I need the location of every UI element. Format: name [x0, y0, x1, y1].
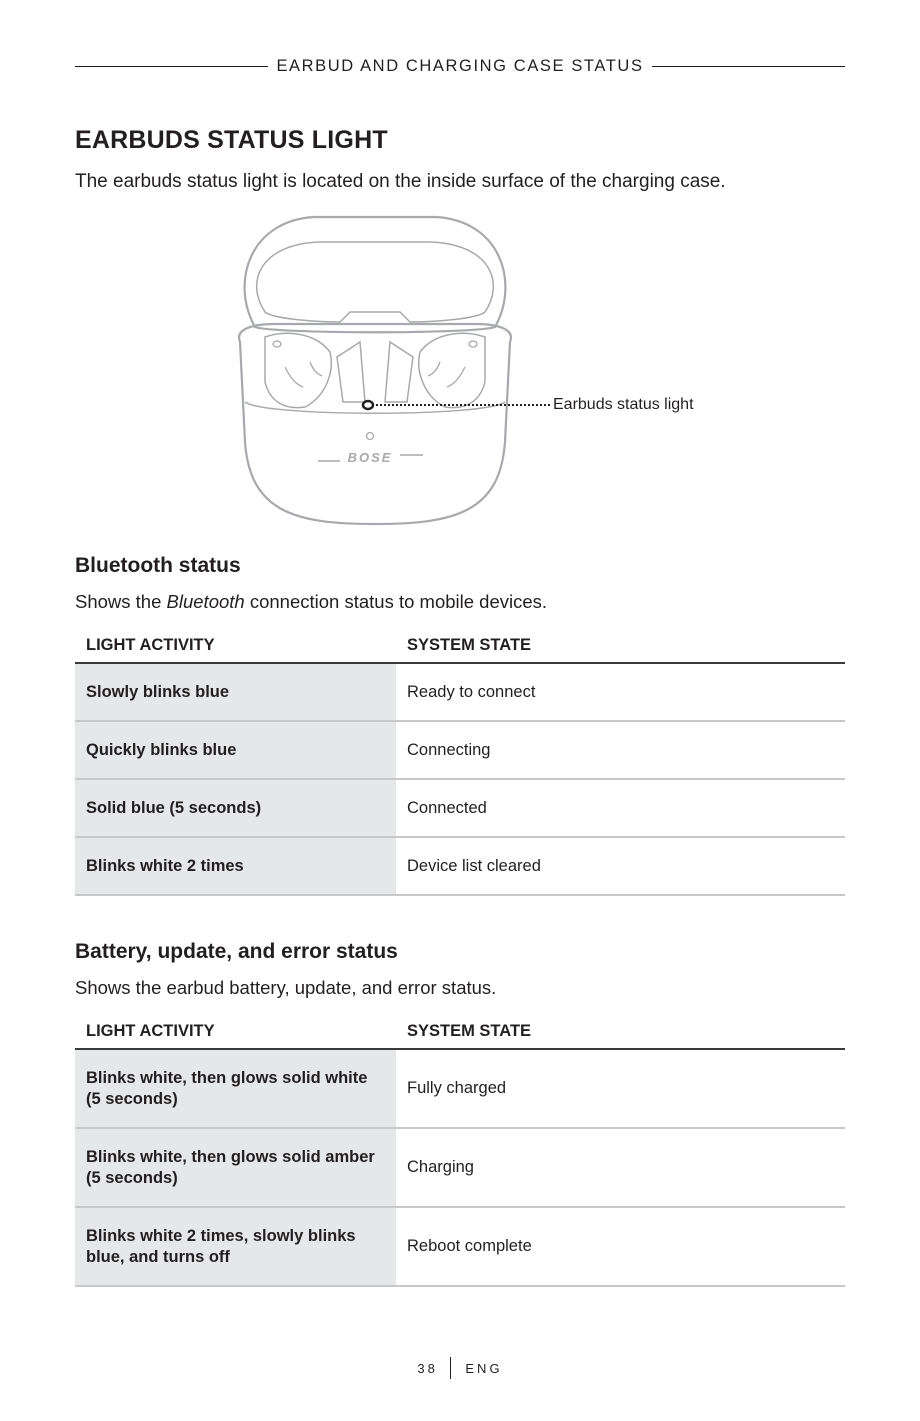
column-header-light-activity: LIGHT ACTIVITY: [75, 1015, 396, 1049]
battery-status-title: Battery, update, and error status: [75, 940, 398, 963]
desc-prefix: Shows the: [75, 591, 167, 612]
table-row: [75, 663, 845, 721]
system-state-cell: Fully charged: [396, 1049, 845, 1128]
battery-status-desc: Shows the earbud battery, update, and error status.: [75, 977, 497, 998]
table-row: [75, 779, 845, 837]
callout-label: Earbuds status light: [553, 396, 694, 413]
column-header-light-activity: LIGHT ACTIVITY: [75, 629, 396, 663]
system-state-cell: Connecting: [396, 721, 845, 779]
table-row: [75, 1128, 845, 1207]
system-state-cell: Reboot complete: [396, 1207, 845, 1286]
table-header-row: [75, 629, 845, 663]
page-number: 38: [417, 1360, 438, 1376]
lid-outline: [245, 217, 506, 332]
light-activity-cell: Solid blue (5 seconds): [75, 779, 396, 837]
language-code: ENG: [465, 1360, 503, 1376]
table-row: [75, 837, 845, 895]
callout-leader-line: [372, 404, 550, 406]
light-activity-cell: Blinks white 2 times: [75, 837, 396, 895]
column-header-system-state: SYSTEM STATE: [396, 1015, 845, 1049]
section-title: EARBUDS STATUS LIGHT: [75, 126, 388, 154]
table-row: [75, 721, 845, 779]
charging-case-illustration: [225, 212, 525, 532]
light-activity-cell: Blinks white, then glows solid white (5 seconds): [75, 1049, 396, 1128]
system-state-cell: Connected: [396, 779, 845, 837]
table-header-row: [75, 1015, 845, 1049]
desc-italic: Bluetooth: [166, 591, 245, 612]
header-rule-right: [652, 66, 845, 67]
system-state-cell: Ready to connect: [396, 663, 845, 721]
bluetooth-status-desc: [75, 591, 547, 613]
desc-suffix: connection status to mobile devices.: [244, 591, 548, 612]
page-footer: [0, 1356, 920, 1380]
running-header: [75, 54, 845, 78]
light-activity-cell: Blinks white 2 times, slowly blinks blue, and turns off: [75, 1207, 396, 1286]
table-row: [75, 1049, 845, 1128]
running-header-title: EARBUD AND CHARGING CASE STATUS: [276, 56, 644, 75]
table-row: [75, 1207, 845, 1286]
light-activity-cell: Blinks white, then glows solid amber (5 seconds): [75, 1128, 396, 1207]
bose-logo: BOSE: [347, 450, 393, 465]
lid-inner: [257, 242, 494, 322]
footer-divider: [450, 1357, 452, 1379]
bluetooth-status-title: Bluetooth status: [75, 554, 241, 577]
column-header-system-state: SYSTEM STATE: [396, 629, 845, 663]
battery-status-table: [75, 1015, 845, 1287]
right-earbud: [419, 333, 485, 407]
section-intro: The earbuds status light is located on the inside surface of the charging case.: [75, 171, 726, 192]
system-state-cell: Device list cleared: [396, 837, 845, 895]
left-earbud: [265, 333, 331, 407]
header-rule-left: [75, 66, 268, 67]
case-body: [239, 324, 511, 524]
system-state-cell: Charging: [396, 1128, 845, 1207]
light-activity-cell: Slowly blinks blue: [75, 663, 396, 721]
bluetooth-status-table: [75, 629, 845, 896]
light-activity-cell: Quickly blinks blue: [75, 721, 396, 779]
front-indicator-icon: [367, 433, 374, 440]
